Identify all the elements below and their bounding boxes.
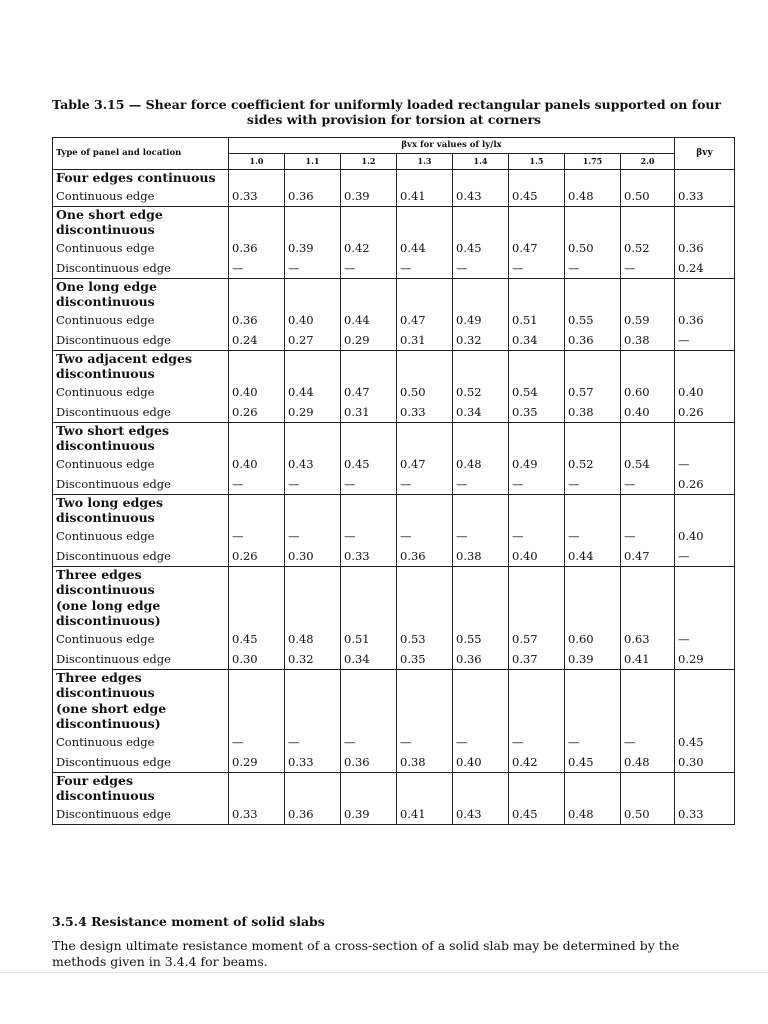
panel-type-label: (one long edge — [56, 597, 161, 613]
panel-type-cell — [53, 350, 229, 422]
header-ratio: 1.1 — [285, 154, 341, 170]
beta-vx-cell — [565, 278, 621, 350]
coefficient-value: — — [512, 476, 524, 491]
beta-vx-cell — [229, 494, 285, 566]
coefficient-value: 0.40 — [624, 404, 650, 419]
coefficient-value: 0.33 — [678, 188, 704, 203]
edge-location-label: Discontinuous edge — [56, 260, 171, 275]
coefficient-value: 0.42 — [512, 754, 538, 769]
panel-group-row — [53, 669, 735, 772]
beta-vx-cell — [285, 350, 341, 422]
coefficient-value: — — [678, 332, 690, 347]
beta-vx-cell — [285, 494, 341, 566]
coefficient-value: 0.44 — [400, 240, 426, 255]
coefficient-value: 0.32 — [288, 651, 314, 666]
edge-location-label: Continuous edge — [56, 528, 155, 543]
coefficient-value: 0.48 — [456, 456, 482, 471]
coefficient-value: — — [678, 456, 690, 471]
coefficient-value: — — [456, 528, 468, 543]
panel-type-cell — [53, 772, 229, 824]
edge-location-label: Continuous edge — [56, 456, 155, 471]
beta-vy-cell — [675, 422, 735, 494]
beta-vx-cell — [509, 170, 565, 207]
coefficient-value: — — [678, 631, 690, 646]
beta-vx-cell — [285, 206, 341, 278]
beta-vx-cell — [621, 669, 675, 772]
panel-type-cell — [53, 422, 229, 494]
coefficient-value: 0.44 — [288, 384, 314, 399]
coefficient-value: 0.38 — [456, 548, 482, 563]
coefficient-value: 0.63 — [624, 631, 650, 646]
panel-type-label: discontinuous — [56, 510, 155, 525]
coefficient-value: 0.40 — [288, 312, 314, 327]
header-ratio: 1.4 — [453, 154, 509, 170]
panel-type-label: discontinuous — [56, 582, 155, 597]
coefficient-value: — — [456, 734, 468, 749]
coefficient-value: 0.40 — [456, 754, 482, 769]
coefficient-value: 0.50 — [568, 240, 594, 255]
beta-vx-cell — [509, 422, 565, 494]
beta-vx-cell — [285, 278, 341, 350]
header-ratio: 1.75 — [565, 154, 621, 170]
shear-coefficient-table — [52, 137, 735, 825]
coefficient-value: 0.37 — [512, 651, 538, 666]
coefficient-value: — — [232, 734, 244, 749]
beta-vx-cell — [565, 566, 621, 669]
coefficient-value: 0.36 — [232, 312, 258, 327]
beta-vx-cell — [229, 170, 285, 207]
panel-type-cell — [53, 566, 229, 669]
panel-type-label: Three edges — [56, 566, 142, 582]
coefficient-value: 0.44 — [344, 312, 370, 327]
coefficient-value: 0.42 — [344, 240, 370, 255]
coefficient-value: 0.45 — [512, 188, 538, 203]
beta-vx-cell — [341, 278, 397, 350]
coefficient-value: 0.36 — [678, 240, 704, 255]
section-paragraph: The design ultimate resistance moment of a cross-section of a solid slab may be determined by the methods given in 3.4.4 for beams. — [52, 938, 680, 969]
coefficient-value: 0.45 — [568, 754, 594, 769]
panel-type-label: Four edges continuous — [56, 170, 216, 185]
coefficient-value: 0.50 — [624, 188, 650, 203]
beta-vx-cell — [285, 422, 341, 494]
beta-vx-cell — [565, 422, 621, 494]
coefficient-value: 0.31 — [400, 332, 426, 347]
beta-vx-cell — [621, 350, 675, 422]
coefficient-value: — — [568, 734, 580, 749]
coefficient-value: 0.45 — [678, 734, 704, 749]
beta-vx-cell — [621, 494, 675, 566]
edge-location-label: Continuous edge — [56, 631, 155, 646]
coefficient-value: 0.24 — [678, 260, 704, 275]
beta-vx-cell — [285, 772, 341, 824]
beta-vx-cell — [509, 772, 565, 824]
coefficient-value: 0.48 — [568, 806, 594, 821]
coefficient-value: 0.35 — [512, 404, 538, 419]
coefficient-value: 0.27 — [288, 332, 314, 347]
coefficient-value: 0.41 — [400, 806, 426, 821]
coefficient-value: — — [232, 528, 244, 543]
coefficient-value: 0.40 — [232, 384, 258, 399]
header-beta-vx: βvx for values of ly/lx — [229, 138, 675, 154]
edge-location-label: Discontinuous edge — [56, 332, 171, 347]
beta-vx-cell — [509, 494, 565, 566]
coefficient-value: 0.40 — [678, 384, 704, 399]
beta-vy-cell — [675, 494, 735, 566]
beta-vx-cell — [565, 206, 621, 278]
coefficient-value: — — [288, 476, 300, 491]
coefficient-value: — — [568, 476, 580, 491]
beta-vx-cell — [453, 350, 509, 422]
coefficient-value: — — [456, 476, 468, 491]
beta-vx-cell — [397, 422, 453, 494]
panel-group-row — [53, 566, 735, 669]
coefficient-value: — — [400, 476, 412, 491]
beta-vx-cell — [285, 566, 341, 669]
panel-group-row — [53, 422, 735, 494]
beta-vx-cell — [509, 669, 565, 772]
coefficient-value: 0.34 — [512, 332, 538, 347]
beta-vx-cell — [397, 278, 453, 350]
panel-type-label: discontinuous — [56, 788, 155, 803]
beta-vx-cell — [621, 422, 675, 494]
beta-vx-cell — [285, 170, 341, 207]
header-ratio: 2.0 — [621, 154, 675, 170]
coefficient-value: — — [232, 476, 244, 491]
coefficient-value: 0.48 — [568, 188, 594, 203]
coefficient-value: 0.47 — [400, 312, 426, 327]
coefficient-value: 0.31 — [344, 404, 370, 419]
coefficient-value: 0.26 — [678, 404, 704, 419]
header-ratio: 1.5 — [509, 154, 565, 170]
header-ratio: 1.0 — [229, 154, 285, 170]
coefficient-value: 0.59 — [624, 312, 650, 327]
beta-vx-cell — [453, 170, 509, 207]
coefficient-value: — — [344, 734, 356, 749]
coefficient-value: 0.29 — [232, 754, 258, 769]
coefficient-value: 0.34 — [344, 651, 370, 666]
beta-vx-cell — [397, 772, 453, 824]
coefficient-value: 0.33 — [344, 548, 370, 563]
table-body — [53, 170, 735, 825]
coefficient-value: 0.38 — [624, 332, 650, 347]
coefficient-value: 0.43 — [288, 456, 314, 471]
coefficient-value: 0.47 — [344, 384, 370, 399]
coefficient-value: 0.55 — [456, 631, 482, 646]
beta-vx-cell — [453, 772, 509, 824]
coefficient-value: 0.32 — [456, 332, 482, 347]
coefficient-value: 0.38 — [568, 404, 594, 419]
edge-location-label: Continuous edge — [56, 312, 155, 327]
coefficient-value: 0.43 — [456, 806, 482, 821]
coefficient-value: — — [400, 528, 412, 543]
coefficient-value: 0.54 — [512, 384, 538, 399]
coefficient-value: — — [568, 260, 580, 275]
beta-vx-cell — [509, 206, 565, 278]
panel-type-label: Three edges — [56, 669, 142, 685]
panel-group-row — [53, 350, 735, 422]
coefficient-value: 0.40 — [232, 456, 258, 471]
panel-type-label: discontinuous — [56, 294, 155, 309]
beta-vx-cell — [341, 422, 397, 494]
beta-vx-cell — [341, 170, 397, 207]
coefficient-value: 0.40 — [678, 528, 704, 543]
beta-vx-cell — [341, 206, 397, 278]
beta-vy-cell — [675, 278, 735, 350]
coefficient-value: — — [512, 734, 524, 749]
coefficient-value: 0.30 — [678, 754, 704, 769]
coefficient-value: 0.47 — [512, 240, 538, 255]
coefficient-value: 0.26 — [232, 548, 258, 563]
coefficient-value: 0.33 — [400, 404, 426, 419]
table-title — [52, 97, 736, 127]
edge-location-label: Discontinuous edge — [56, 476, 171, 491]
coefficient-value: 0.30 — [232, 651, 258, 666]
coefficient-value: 0.36 — [288, 188, 314, 203]
coefficient-value: — — [400, 734, 412, 749]
coefficient-value: 0.24 — [232, 332, 258, 347]
beta-vx-cell — [509, 566, 565, 669]
beta-vx-cell — [565, 494, 621, 566]
coefficient-value: 0.34 — [456, 404, 482, 419]
beta-vx-cell — [621, 278, 675, 350]
beta-vx-cell — [341, 772, 397, 824]
coefficient-value: 0.44 — [568, 548, 594, 563]
coefficient-value: 0.52 — [624, 240, 650, 255]
edge-location-label: Discontinuous edge — [56, 806, 171, 821]
table-title-line-1: Table 3.15 — Shear force coefficient for uniformly loaded rectangular panels supported on four — [52, 97, 722, 112]
beta-vx-cell — [229, 772, 285, 824]
beta-vx-cell — [565, 772, 621, 824]
coefficient-value: — — [568, 528, 580, 543]
coefficient-value: 0.40 — [512, 548, 538, 563]
beta-vy-cell — [675, 170, 735, 207]
panel-type-label: discontinuous) — [56, 716, 161, 731]
coefficient-value: — — [624, 528, 636, 543]
panel-type-label: discontinuous — [56, 685, 155, 700]
beta-vx-cell — [621, 170, 675, 207]
coefficient-value: — — [456, 260, 468, 275]
coefficient-value: 0.39 — [344, 188, 370, 203]
coefficient-value: 0.33 — [232, 188, 258, 203]
coefficient-value: — — [344, 260, 356, 275]
panel-type-cell — [53, 170, 229, 207]
coefficient-value: 0.41 — [624, 651, 650, 666]
coefficient-value: 0.47 — [624, 548, 650, 563]
coefficient-value: 0.36 — [344, 754, 370, 769]
coefficient-value: 0.48 — [288, 631, 314, 646]
header-ratio: 1.3 — [397, 154, 453, 170]
coefficient-value: — — [400, 260, 412, 275]
panel-type-label: discontinuous — [56, 222, 155, 237]
beta-vx-cell — [621, 206, 675, 278]
beta-vx-cell — [565, 170, 621, 207]
beta-vx-cell — [453, 422, 509, 494]
coefficient-value: — — [678, 548, 690, 563]
panel-type-cell — [53, 278, 229, 350]
beta-vx-cell — [229, 278, 285, 350]
panel-group-row — [53, 494, 735, 566]
coefficient-value: — — [288, 734, 300, 749]
coefficient-value: 0.33 — [232, 806, 258, 821]
coefficient-value: 0.36 — [568, 332, 594, 347]
panel-type-label: discontinuous) — [56, 613, 161, 628]
coefficient-value: 0.57 — [512, 631, 538, 646]
panel-type-label: discontinuous — [56, 438, 155, 453]
coefficient-value: 0.57 — [568, 384, 594, 399]
coefficient-value: — — [232, 260, 244, 275]
coefficient-value: 0.45 — [232, 631, 258, 646]
beta-vx-cell — [565, 350, 621, 422]
beta-vy-cell — [675, 772, 735, 824]
coefficient-value: — — [624, 476, 636, 491]
coefficient-value: 0.50 — [624, 806, 650, 821]
coefficient-value: — — [624, 734, 636, 749]
panel-type-label: discontinuous — [56, 366, 155, 381]
edge-location-label: Discontinuous edge — [56, 651, 171, 666]
section-heading: 3.5.4 Resistance moment of solid slabs — [52, 914, 325, 929]
beta-vx-cell — [229, 566, 285, 669]
coefficient-value: 0.52 — [456, 384, 482, 399]
panel-type-label: (one short edge — [56, 700, 167, 716]
coefficient-value: 0.51 — [344, 631, 370, 646]
edge-location-label: Discontinuous edge — [56, 404, 171, 419]
panel-type-label: Two short edges — [56, 422, 169, 438]
coefficient-value: 0.29 — [288, 404, 314, 419]
coefficient-value: 0.43 — [456, 188, 482, 203]
edge-location-label: Continuous edge — [56, 734, 155, 749]
coefficient-value: 0.33 — [288, 754, 314, 769]
coefficient-value: 0.26 — [678, 476, 704, 491]
beta-vy-cell — [675, 566, 735, 669]
panel-type-label: One short edge — [56, 206, 163, 222]
coefficient-value: — — [288, 260, 300, 275]
panel-group-row — [53, 772, 735, 824]
coefficient-value: 0.41 — [400, 188, 426, 203]
beta-vx-cell — [397, 170, 453, 207]
coefficient-value: 0.39 — [568, 651, 594, 666]
beta-vx-cell — [509, 278, 565, 350]
beta-vx-cell — [397, 494, 453, 566]
panel-group-row — [53, 278, 735, 350]
coefficient-value: 0.60 — [568, 631, 594, 646]
coefficient-value: 0.35 — [400, 651, 426, 666]
beta-vx-cell — [341, 669, 397, 772]
edge-location-label: Discontinuous edge — [56, 548, 171, 563]
coefficient-value: 0.36 — [456, 651, 482, 666]
beta-vx-cell — [397, 566, 453, 669]
coefficient-value: — — [344, 476, 356, 491]
coefficient-value: 0.39 — [344, 806, 370, 821]
coefficient-value: — — [512, 528, 524, 543]
coefficient-value: 0.52 — [568, 456, 594, 471]
panel-group-row — [53, 206, 735, 278]
coefficient-value: 0.29 — [344, 332, 370, 347]
beta-vx-cell — [509, 350, 565, 422]
beta-vy-cell — [675, 206, 735, 278]
coefficient-value: 0.36 — [400, 548, 426, 563]
beta-vy-cell — [675, 350, 735, 422]
edge-location-label: Continuous edge — [56, 384, 155, 399]
panel-group-row — [53, 170, 735, 207]
beta-vx-cell — [229, 350, 285, 422]
coefficient-value: 0.26 — [232, 404, 258, 419]
coefficient-value: 0.38 — [400, 754, 426, 769]
page-divider — [0, 972, 768, 973]
header-beta-vy: βvy — [675, 138, 735, 170]
coefficient-value: 0.49 — [456, 312, 482, 327]
header-type-of-panel: Type of panel and location — [53, 138, 229, 170]
beta-vx-cell — [397, 206, 453, 278]
panel-type-cell — [53, 206, 229, 278]
beta-vx-cell — [453, 669, 509, 772]
beta-vx-cell — [397, 350, 453, 422]
beta-vx-cell — [229, 206, 285, 278]
beta-vx-cell — [621, 566, 675, 669]
panel-type-cell — [53, 494, 229, 566]
beta-vx-cell — [453, 206, 509, 278]
panel-type-label: Two adjacent edges — [56, 350, 193, 366]
beta-vx-cell — [453, 566, 509, 669]
beta-vx-cell — [285, 669, 341, 772]
beta-vx-cell — [341, 350, 397, 422]
coefficient-value: 0.45 — [344, 456, 370, 471]
beta-vx-cell — [453, 494, 509, 566]
edge-location-label: Discontinuous edge — [56, 754, 171, 769]
table-title-line-2: sides with provision for torsion at corners — [246, 112, 542, 127]
panel-type-cell — [53, 669, 229, 772]
coefficient-value: 0.47 — [400, 456, 426, 471]
coefficient-value: 0.45 — [512, 806, 538, 821]
edge-location-label: Continuous edge — [56, 188, 155, 203]
coefficient-value: 0.51 — [512, 312, 538, 327]
coefficient-value: 0.55 — [568, 312, 594, 327]
beta-vy-cell — [675, 669, 735, 772]
coefficient-value: — — [344, 528, 356, 543]
coefficient-value: 0.39 — [288, 240, 314, 255]
coefficient-value: 0.60 — [624, 384, 650, 399]
beta-vx-cell — [229, 669, 285, 772]
coefficient-value: 0.36 — [288, 806, 314, 821]
coefficient-value: 0.36 — [678, 312, 704, 327]
panel-type-label: One long edge — [56, 278, 157, 294]
coefficient-value: 0.45 — [456, 240, 482, 255]
coefficient-value: — — [512, 260, 524, 275]
coefficient-value: 0.50 — [400, 384, 426, 399]
coefficient-value: 0.53 — [400, 631, 426, 646]
panel-type-label: Four edges — [56, 772, 133, 788]
beta-vx-cell — [229, 422, 285, 494]
coefficient-value: — — [624, 260, 636, 275]
coefficient-value: 0.48 — [624, 754, 650, 769]
coefficient-value: 0.36 — [232, 240, 258, 255]
beta-vx-cell — [397, 669, 453, 772]
coefficient-value: 0.29 — [678, 651, 704, 666]
beta-vx-cell — [565, 669, 621, 772]
beta-vx-cell — [341, 566, 397, 669]
beta-vx-cell — [453, 278, 509, 350]
coefficient-value: 0.30 — [288, 548, 314, 563]
panel-type-label: Two long edges — [56, 494, 164, 510]
edge-location-label: Continuous edge — [56, 240, 155, 255]
coefficient-value: 0.33 — [678, 806, 704, 821]
coefficient-value: 0.54 — [624, 456, 650, 471]
beta-vx-cell — [621, 772, 675, 824]
beta-vx-cell — [341, 494, 397, 566]
coefficient-value: — — [288, 528, 300, 543]
header-ratio: 1.2 — [341, 154, 397, 170]
coefficient-value: 0.49 — [512, 456, 538, 471]
